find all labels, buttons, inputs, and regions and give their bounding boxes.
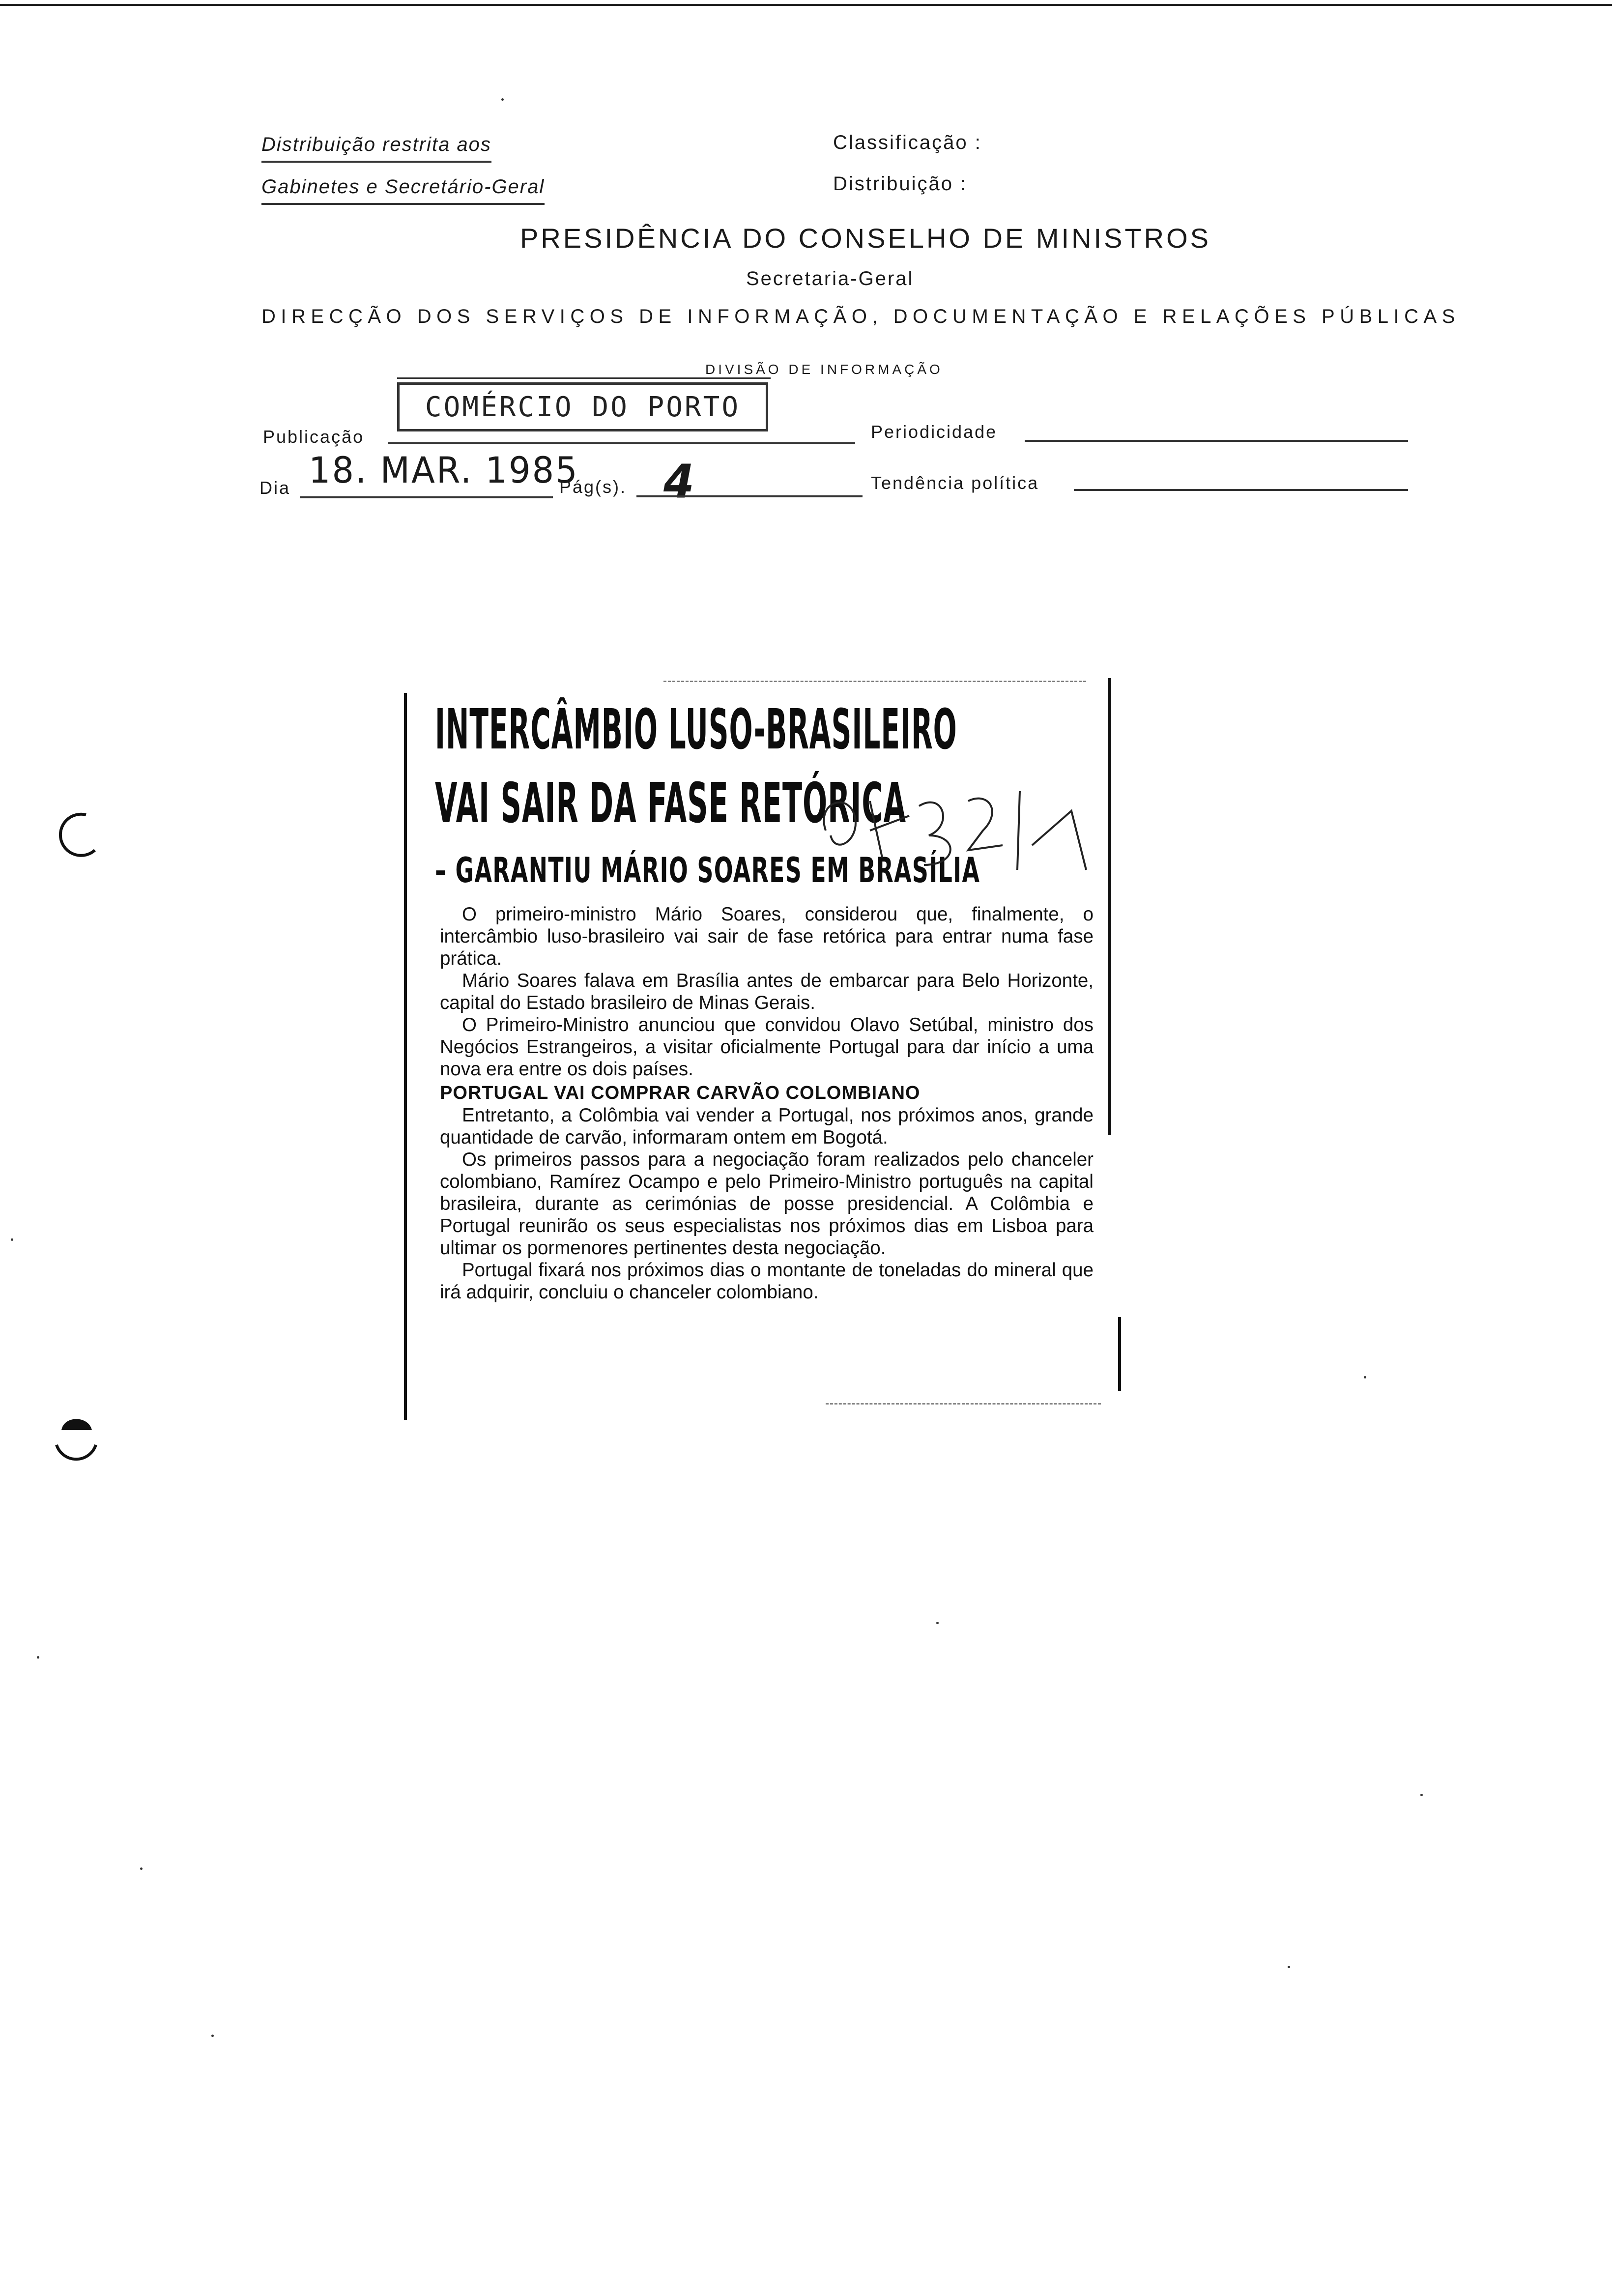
directorate-line: DIRECÇÃO DOS SERVIÇOS DE INFORMAÇÃO, DOCUMENTAÇÃO E RELAÇÕES PÚBLICAS bbox=[261, 306, 1460, 327]
section-title: PORTUGAL VAI COMPRAR CARVÃO COLOMBIANO bbox=[440, 1083, 921, 1103]
clipping-top-cut bbox=[663, 681, 1086, 682]
pages-handwritten: 4 bbox=[663, 455, 696, 509]
speck bbox=[37, 1656, 39, 1659]
periodicity-label: Periodicidade bbox=[871, 422, 998, 442]
subheadline: – GARANTIU MÁRIO SOARES EM BRASÍLIA bbox=[435, 850, 980, 890]
speck bbox=[501, 98, 504, 101]
classification-label: Classificação : bbox=[833, 132, 982, 153]
speck bbox=[1288, 1966, 1290, 1968]
clipping-left-rule bbox=[404, 693, 407, 1420]
paragraph: Os primeiros passos para a negociação foram realizados pelo chanceler colombiano, Ramírez Ocampo e pelo Primeiro-Ministro português na capital brasileira, durante as cerimónias de posse presidencial. A Colômbia e Portugal reunirão os seus especialistas nos próximos dias em Lisboa para ultimar os pormenores pertinentes desta negociação. bbox=[440, 1149, 1094, 1259]
clipping-body bbox=[440, 903, 1094, 1303]
tendency-line bbox=[1074, 489, 1408, 491]
clipping-bottom-cut bbox=[826, 1403, 1101, 1405]
pages-label: Pág(s). bbox=[559, 477, 627, 497]
paragraph: O primeiro-ministro Mário Soares, considerou que, finalmente, o intercâmbio luso-brasileiro vai sair de fase retórica para entrar numa fase prática. bbox=[440, 904, 1094, 969]
restricted-distribution-line1: Distribuição restrita aos bbox=[261, 134, 491, 163]
paragraph: Portugal fixará nos próximos dias o montante de toneladas do mineral que irá adquirir, concluiu o chanceler colombiano. bbox=[440, 1260, 1094, 1303]
pages-line bbox=[636, 495, 863, 497]
restricted-distribution-line2: Gabinetes e Secretário-Geral bbox=[261, 176, 545, 205]
speck bbox=[1420, 1794, 1423, 1796]
speck bbox=[11, 1238, 13, 1241]
publication-stamp: COMÉRCIO DO PORTO bbox=[397, 382, 768, 431]
paragraph: Entretanto, a Colômbia vai vender a Portugal, nos próximos anos, grande quantidade de carvão, informaram ontem em Bogotá. bbox=[440, 1105, 1094, 1148]
periodicity-line bbox=[1025, 440, 1408, 442]
day-stamp: 18. MAR. 1985 bbox=[309, 449, 579, 492]
publication-line bbox=[388, 442, 855, 444]
paragraph: Mário Soares falava em Brasília antes de embarcar para Belo Horizonte, capital do Estado brasileiro de Minas Gerais. bbox=[440, 970, 1094, 1013]
day-line bbox=[300, 496, 553, 498]
paragraph: O Primeiro-Ministro anunciou que convidou Olavo Setúbal, ministro dos Negócios Estrangeiros, a visitar oficialmente Portugal para dar início a uma nova era entre os dois países. bbox=[440, 1014, 1094, 1080]
handwritten-annotation bbox=[796, 772, 1101, 885]
distribution-label: Distribuição : bbox=[833, 173, 968, 195]
clipping-right-rule-lower bbox=[1118, 1317, 1121, 1391]
speck bbox=[140, 1867, 143, 1870]
division-rule bbox=[397, 377, 771, 379]
secretariat-subtitle: Secretaria-Geral bbox=[746, 268, 914, 289]
clipping-right-rule-upper bbox=[1108, 678, 1111, 1135]
speck bbox=[936, 1622, 939, 1624]
punch-hole-mark-lower bbox=[47, 1410, 106, 1479]
punch-hole-mark bbox=[47, 806, 106, 865]
publication-label: Publicação bbox=[263, 427, 365, 447]
speck bbox=[1364, 1376, 1366, 1378]
day-label: Dia bbox=[259, 478, 291, 498]
top-border-line bbox=[0, 4, 1612, 6]
institution-title: PRESIDÊNCIA DO CONSELHO DE MINISTROS bbox=[520, 223, 1211, 254]
headline-line2: VAI SAIR DA FASE RETÓRICA bbox=[435, 772, 907, 835]
headline-line1: INTERCÂMBIO LUSO-BRASILEIRO bbox=[435, 698, 957, 762]
speck bbox=[211, 2035, 214, 2037]
tendency-label: Tendência política bbox=[871, 473, 1039, 493]
division-label: DIVISÃO DE INFORMAÇÃO bbox=[705, 362, 943, 377]
